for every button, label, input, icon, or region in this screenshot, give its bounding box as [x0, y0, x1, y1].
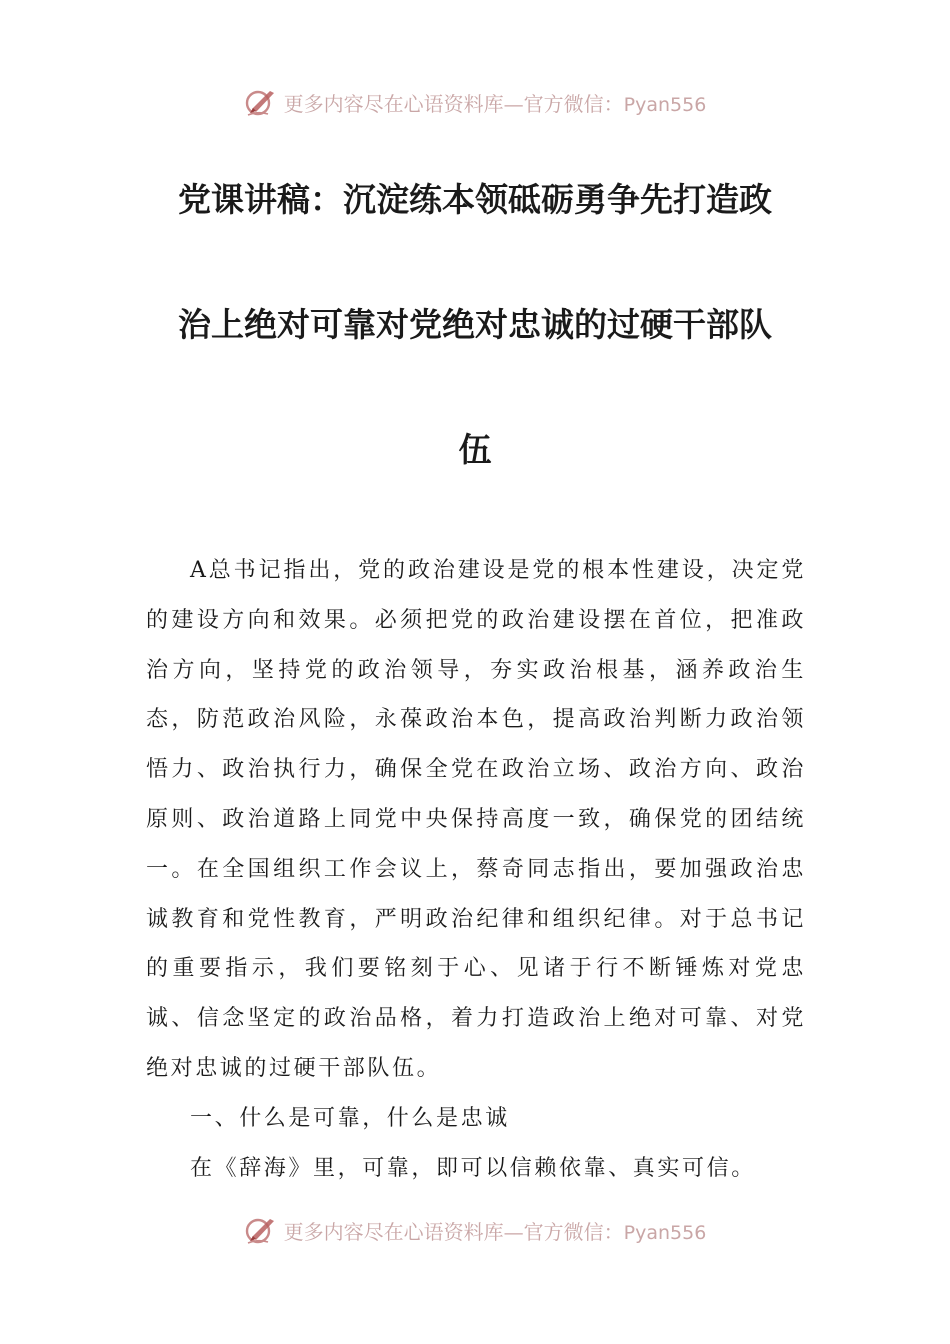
watermark-banner-bottom [0, 1212, 950, 1248]
section-heading-1: 一、什么是可靠，什么是忠诚 [190, 1105, 510, 1131]
title-line-3: 伍 [458, 430, 492, 469]
pen-logo-icon [244, 85, 278, 119]
watermark-text: 更多内容尽在心语资料库—官方微信：Pyan556 [283, 1219, 707, 1244]
paragraph-intro: A总书记指出，党的政治建设是党的根本性建设，决定党的建设方向和效果。必须把党的政治建设摆在首位，把准政治方向，坚持党的政治领导，夯实政治根基，涵养政治生态，防范政治风险，永葆政治本色，提高政治判断力政治领悟力、政治执行力，确保全党在政治立场、政治方向、政治原则、政治道路上同党中央保持高度一致，确保党的团结统一。在全国组织工作会议上，蔡奇同志指出，要加强政治忠诚教育和党性教育，严明政治纪律和组织纪律。对于总书记的重要指示，我们要铭刻于心、见诸于行不断锤炼对党忠诚、信念坚定的政治品格，着力打造政治上绝对可靠、对党绝对忠诚的过硬干部队伍。 [146, 558, 806, 1081]
watermark-banner-top [0, 84, 950, 120]
paragraph-definition: 在《辞海》里，可靠，即可以信赖依靠、真实可信。 [190, 1155, 756, 1181]
document-body [146, 546, 806, 1193]
pen-logo-icon [244, 1213, 278, 1247]
title-line-1: 党课讲稿：沉淀练本领砥砺勇争先打造政 [178, 180, 772, 219]
title-line-2: 治上绝对可靠对党绝对忠诚的过硬干部队 [178, 305, 772, 344]
document-title [140, 168, 810, 482]
watermark-text: 更多内容尽在心语资料库—官方微信：Pyan556 [283, 91, 707, 116]
